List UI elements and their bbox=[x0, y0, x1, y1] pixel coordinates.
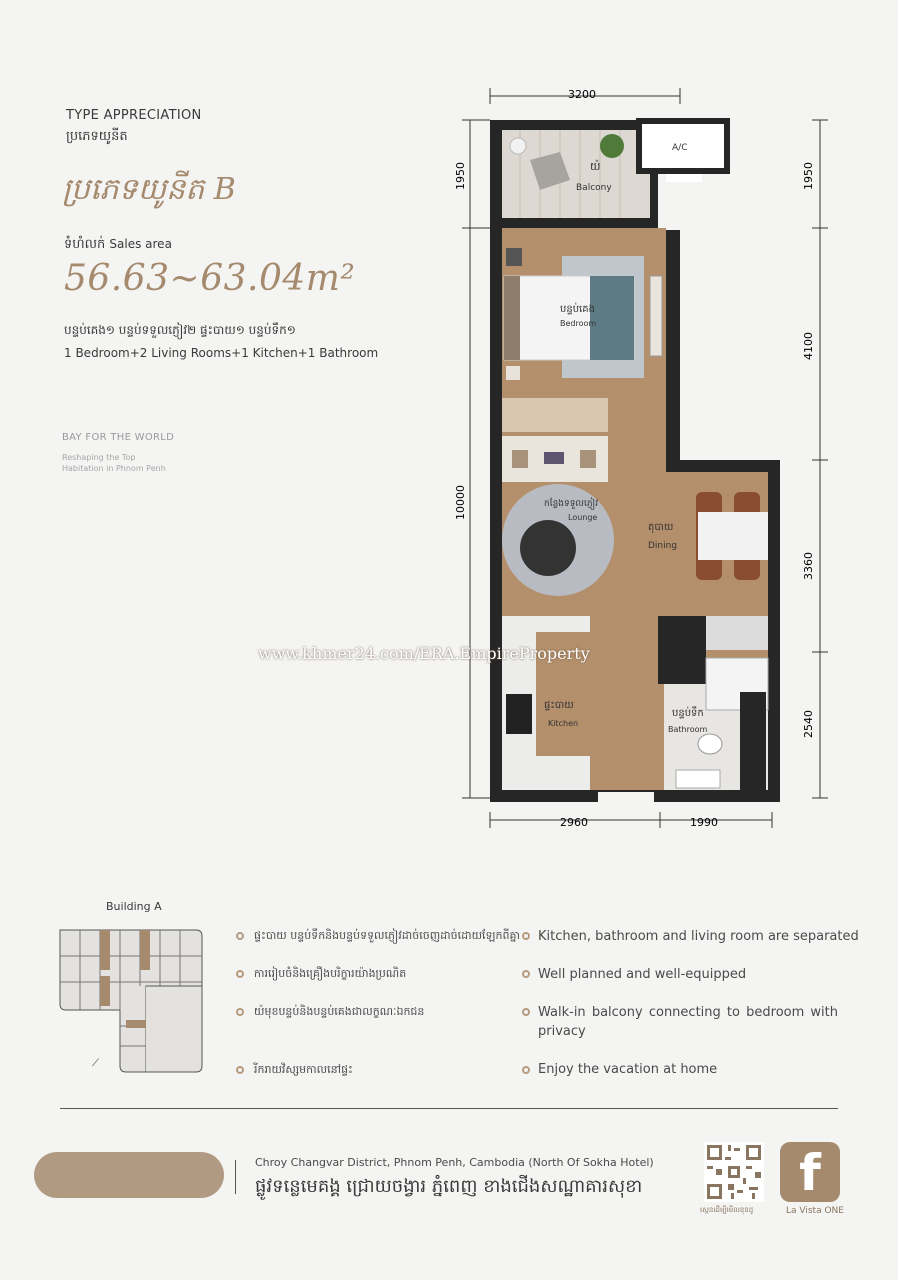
plant-icon bbox=[600, 134, 624, 158]
bay-title: BAY FOR THE WORLD bbox=[62, 432, 175, 443]
dim-left-top: 1950 bbox=[454, 162, 467, 190]
balcony-stool-icon bbox=[510, 138, 526, 154]
bathroom-label: Bathroom bbox=[668, 725, 708, 734]
entry-door bbox=[598, 792, 654, 802]
dim-left-main: 10000 bbox=[454, 485, 467, 520]
feature-1: Kitchen, bathroom and living room are separated bbox=[538, 929, 859, 944]
headboard-icon bbox=[504, 276, 520, 360]
unit-title: ប្រភេទយូនីត B bbox=[62, 172, 236, 207]
feature-bullet-icon bbox=[522, 1066, 530, 1074]
bedroom-label-khmer: បន្ទប់គេង bbox=[560, 304, 595, 315]
dim-right-3: 3360 bbox=[802, 552, 815, 580]
kitchen-counter-top bbox=[502, 616, 590, 632]
kitchen-label: Kitchen bbox=[548, 719, 579, 728]
feature-bullet-icon bbox=[236, 1066, 244, 1074]
feature-4: Enjoy the vacation at home bbox=[538, 1062, 718, 1077]
toilet-icon bbox=[698, 734, 722, 754]
footer-separator bbox=[235, 1160, 236, 1194]
feature-bullet-icon bbox=[236, 970, 244, 978]
building-site-plan bbox=[56, 926, 206, 1076]
address-khmer: ផ្លូវទន្លេមេគង្គ ជ្រោយចង្វារ ភ្នំពេញ ខាងជើងសណ្ឋាគារសុខា bbox=[255, 1176, 643, 1197]
sink-icon bbox=[676, 770, 720, 788]
dim-right-2: 4100 bbox=[802, 332, 815, 360]
facebook-icon[interactable]: f bbox=[780, 1142, 840, 1202]
feature-bullet-icon bbox=[522, 932, 530, 940]
feature-4-khmer: រីករាយវិស្សមកាលនៅផ្ទះ bbox=[254, 1063, 353, 1076]
dim-bottom-left: 2960 bbox=[560, 816, 588, 829]
wardrobe-icon bbox=[650, 276, 662, 356]
rooms-english: 1 Bedroom+2 Living Rooms+1 Kitchen+1 Bathroom bbox=[64, 346, 379, 360]
bathroom-wall bbox=[658, 616, 706, 684]
feature-3: Walk-in balcony connecting to bedroom with privacy bbox=[538, 1005, 838, 1039]
bay-subtitle-line-2: Habitation in Phnom Penh bbox=[62, 464, 166, 473]
kitchen-counter-bottom bbox=[536, 756, 590, 790]
type-label-khmer: ប្រភេទយូនីត bbox=[66, 129, 128, 144]
feature-bullet-icon bbox=[522, 1008, 530, 1016]
coffee-table-icon bbox=[544, 452, 564, 464]
type-appreciation-label: TYPE APPRECIATION bbox=[66, 108, 202, 123]
bathroom-label-khmer: បន្ទប់ទឹក bbox=[672, 708, 704, 719]
qr-caption: ស្កេនដើម្បីមើលខុនដូ bbox=[700, 1206, 754, 1214]
balcony-label: Balcony bbox=[576, 183, 612, 193]
logo-pill bbox=[34, 1152, 224, 1198]
feature-3-khmer: យ៉មុខបន្ទប់និងបន្ទប់គេងជាលក្ខណៈឯកជន bbox=[254, 1005, 425, 1018]
nightstand-icon bbox=[506, 248, 522, 266]
dining-table-icon bbox=[698, 512, 768, 560]
dim-right-1: 1950 bbox=[802, 162, 815, 190]
ac-label: A/C bbox=[672, 143, 688, 153]
cooktop-icon bbox=[506, 694, 532, 734]
address-english: Chroy Changvar District, Phnom Penh, Cambodia (North Of Sokha Hotel) bbox=[255, 1156, 654, 1169]
utility-niche bbox=[706, 616, 768, 650]
kitchen-label-khmer: ផ្ទះបាយ bbox=[544, 700, 574, 711]
partition-icon bbox=[502, 398, 608, 432]
balcony-label-khmer: យ៉ bbox=[590, 160, 601, 173]
dim-top: 3200 bbox=[568, 88, 596, 101]
dim-right-4: 2540 bbox=[802, 710, 815, 738]
watermark: www.khmer24.com/ERA.EmpireProperty bbox=[258, 644, 590, 663]
rooms-khmer: បន្ទប់គេង១ បន្ទប់ទទួលភ្ញៀវ២ ផ្ទះបាយ១ បន្ទប់ទឹក១ bbox=[64, 323, 296, 337]
armchair-right-icon bbox=[580, 450, 596, 468]
sales-area-english: Sales area bbox=[109, 237, 172, 251]
bedroom-label: Bedroom bbox=[560, 319, 597, 328]
sales-area-label bbox=[64, 236, 172, 255]
bed-throw-icon bbox=[590, 276, 634, 360]
lounge-label-khmer: កន្លែងទទួលភ្ញៀវ bbox=[544, 499, 599, 509]
bathroom-side-wall bbox=[740, 692, 766, 790]
feature-2: Well planned and well-equipped bbox=[538, 967, 747, 982]
ac-vent bbox=[666, 174, 702, 182]
dining-label-khmer: តុបាយ bbox=[648, 522, 674, 533]
feature-bullet-icon bbox=[236, 1008, 244, 1016]
feature-2-khmer: ការរៀបចំនិងគ្រឿងបរិក្ខារយ៉ាងប្រណិត bbox=[254, 967, 407, 980]
dim-bottom-right: 1990 bbox=[690, 816, 718, 829]
qr-code-icon[interactable] bbox=[704, 1142, 764, 1202]
facebook-caption: La Vista ONE bbox=[786, 1206, 844, 1216]
bay-subtitle-line-1: Reshaping the Top bbox=[62, 453, 136, 462]
lounge-table-icon bbox=[520, 520, 576, 576]
footer-divider bbox=[60, 1108, 838, 1109]
bay-subtitle bbox=[62, 452, 166, 474]
bedside-lamp-icon bbox=[506, 366, 520, 380]
north-arrow-icon: ⟋ bbox=[92, 1058, 99, 1069]
feature-bullet-icon bbox=[236, 932, 244, 940]
feature-1-khmer: ផ្ទះបាយ បន្ទប់ទឹកនិងបន្ទប់ទទួលភ្ញៀវដាច់ចេញដាច់ដោយឡែកពីគ្នា bbox=[254, 929, 520, 942]
sales-area-khmer: ទំហំលក់ bbox=[64, 237, 106, 252]
feature-bullet-icon bbox=[522, 970, 530, 978]
floor-plan bbox=[440, 80, 860, 840]
armchair-left-icon bbox=[512, 450, 528, 468]
building-label: Building A bbox=[106, 900, 162, 913]
lounge-label: Lounge bbox=[568, 513, 598, 522]
sales-area-value: 56.63~63.04m² bbox=[64, 258, 356, 299]
dining-label: Dining bbox=[648, 541, 678, 551]
